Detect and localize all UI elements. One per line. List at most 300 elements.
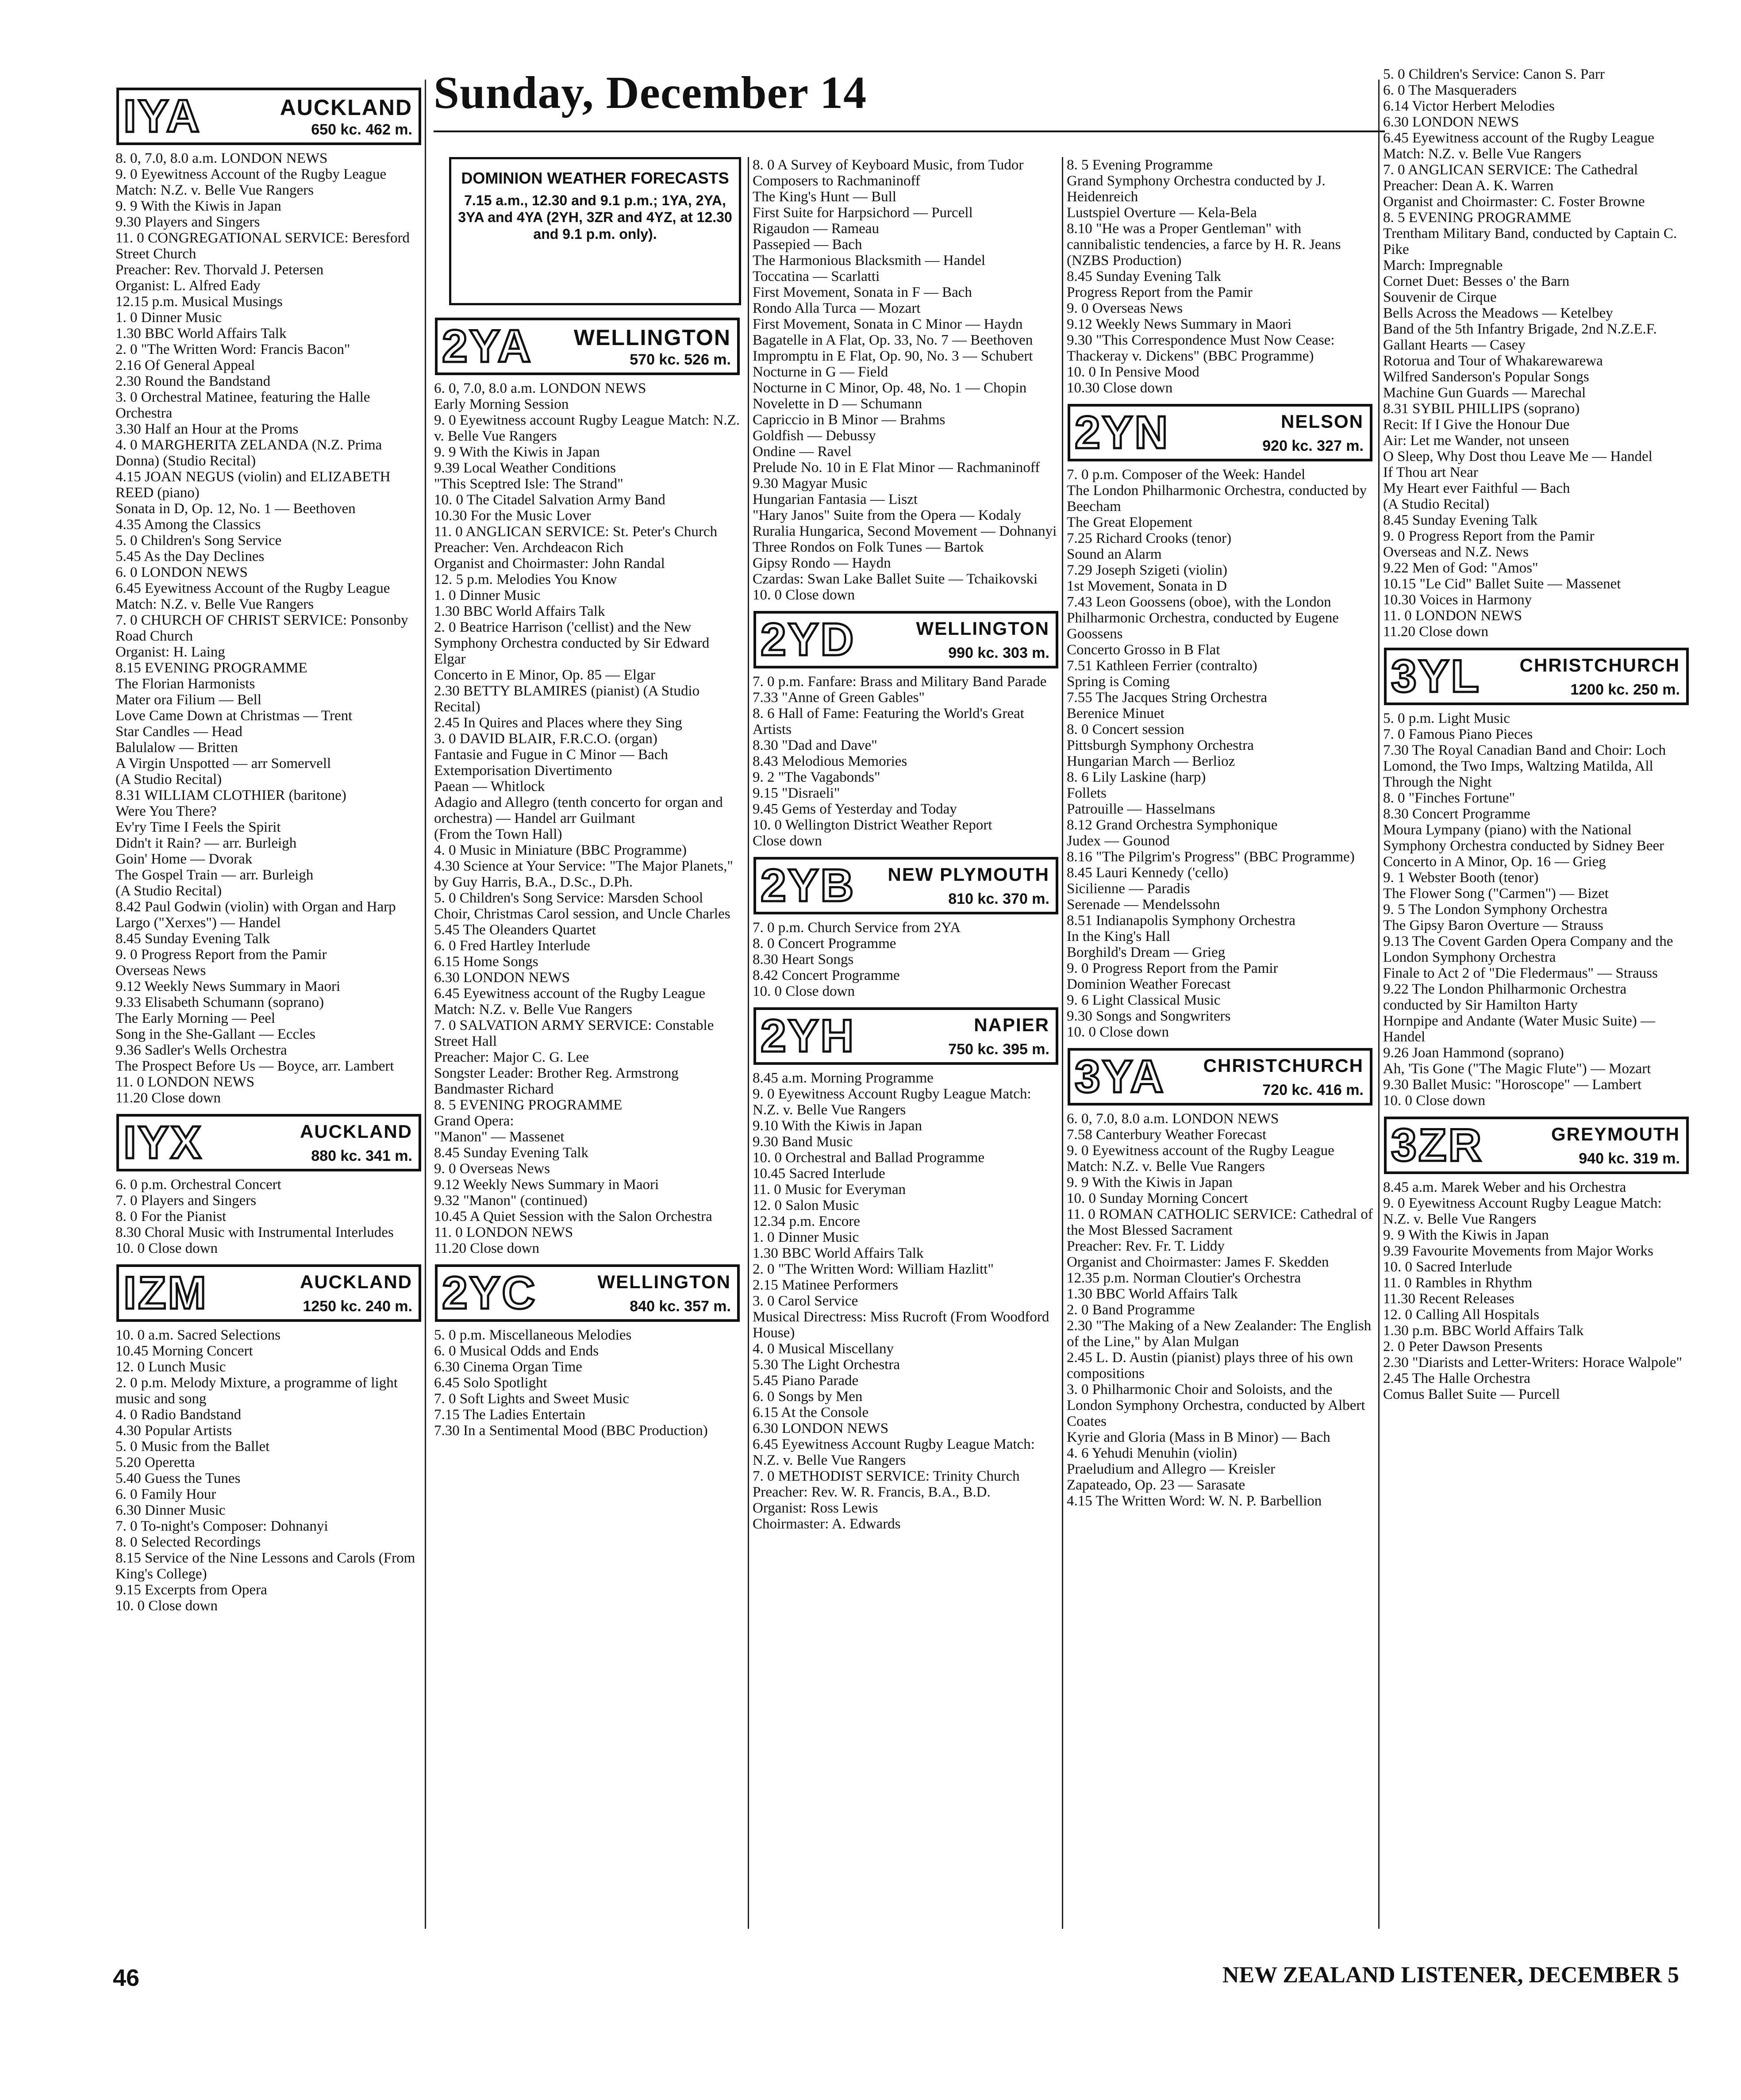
program-entry: 9.15 Excerpts from Opera [115, 1582, 267, 1598]
program-entry: 8. 0 Concert session [1067, 722, 1184, 737]
program-entry: 6. 0 Fred Hartley Interlude [434, 938, 590, 954]
program-entry: 10. 0 a.m. Sacred Selections [115, 1327, 281, 1343]
program-entry: 10. 0 Orchestral and Ballad Programme [753, 1150, 985, 1166]
program-entry: 11. 0 Rambles in Rhythm [1383, 1275, 1533, 1291]
program-entry: 9. 0 Eyewitness Account of the Rugby League Match: N.Z. v. Belle Vue Rangers [115, 166, 387, 198]
column-divider [1062, 157, 1063, 1929]
program-entry: 10. 0 In Pensive Mood [1067, 364, 1199, 380]
program-entry: 10.45 A Quiet Session with the Salon Orchestra [434, 1209, 712, 1225]
program-entry: 2.45 The Halle Orchestra [1383, 1371, 1530, 1386]
program-list [750, 157, 1062, 603]
program-entry: 8.45 a.m. Marek Weber and his Orchestra [1383, 1179, 1626, 1195]
program-entry: 8. 0 Concert Programme [753, 936, 896, 952]
column-divider [748, 157, 749, 1929]
program-entry: Close down [753, 833, 822, 849]
program-entry: Organist and Choirmaster: C. Foster Browne [1383, 194, 1645, 210]
program-entry: 6.15 At the Console [753, 1405, 869, 1420]
program-entry: 2. 0 Peter Dawson Presents [1383, 1339, 1543, 1355]
program-entry: 3. 0 DAVID BLAIR, F.R.C.O. (organ) [434, 731, 657, 747]
program-entry: 8.45 Sunday Evening Talk [434, 1145, 589, 1161]
program-entry: Band of the 5th Infantry Brigade, 2nd N.Z.E.F. [1383, 321, 1657, 337]
program-entry: 7.30 The Royal Canadian Band and Choir: Loch Lomond, the Two Imps, Waltzing Matilda, All Through the Night [1383, 742, 1666, 790]
station-call: 2YD [761, 614, 856, 665]
program-entry: 12. 5 p.m. Melodies You Know [434, 572, 617, 587]
program-entry: 8.45 Sunday Evening Talk [1383, 512, 1538, 528]
program-entry: 7. 0 METHODIST SERVICE: Trinity Church [753, 1468, 1020, 1484]
program-entry: 9.30 "This Correspondence Must Now Cease: Thackeray v. Dickens" (BBC Programme) [1067, 332, 1335, 364]
program-entry: 7.51 Kathleen Ferrier (contralto) [1067, 658, 1257, 674]
program-entry: If Thou art Near [1383, 465, 1478, 480]
column-3 [750, 157, 1062, 1532]
station-call: 2YC [442, 1267, 537, 1319]
program-entry: 9.36 Sadler's Wells Orchestra [115, 1042, 287, 1058]
program-entry: 12.35 p.m. Norman Cloutier's Orchestra [1067, 1270, 1301, 1286]
program-entry: 8. 0 "Finches Fortune" [1383, 790, 1515, 806]
program-entry: 10. 0 Sacred Interlude [1383, 1259, 1512, 1275]
program-entry: 2.30 "Diarists and Letter-Writers: Horace Walpole" [1383, 1355, 1682, 1371]
program-entry: Rotorua and Tour of Whakarewarewa [1383, 353, 1603, 369]
program-entry: Musical Directress: Miss Rucroft (From Woodford House) [753, 1309, 1049, 1341]
program-entry: Passepied — Bach [753, 237, 862, 253]
program-entry: 9.10 With the Kiwis in Japan [753, 1118, 922, 1134]
program-entry: 8. 0, 7.0, 8.0 a.m. LONDON NEWS [115, 150, 328, 166]
station-call: IYA [123, 91, 201, 142]
program-entry: 8.42 Concert Programme [753, 967, 900, 983]
program-entry: Bells Across the Meadows — Ketelbey [1383, 305, 1613, 321]
program-entry: 7. 0 p.m. Fanfare: Brass and Military Band Parade [753, 674, 1047, 690]
program-entry: 7. 0 p.m. Composer of the Week: Handel [1067, 467, 1306, 483]
program-entry: (A Studio Recital) [115, 883, 222, 899]
program-entry: Pittsburgh Symphony Orchestra [1067, 737, 1254, 753]
program-entry: March: Impregnable [1383, 257, 1503, 273]
station-city: AUCKLAND [300, 1121, 412, 1142]
program-entry: 7. 0 Players and Singers [115, 1193, 257, 1209]
program-entry: 10. 0 Close down [115, 1240, 218, 1256]
program-entry: Organist and Choirmaster: John Randal [434, 556, 665, 572]
program-entry: The Great Elopement [1067, 514, 1193, 530]
program-entry: 7. 0 Soft Lights and Sweet Music [434, 1391, 629, 1407]
program-entry: 6.45 Eyewitness account of the Rugby League Match: N.Z. v. Belle Vue Rangers [434, 986, 706, 1017]
program-list [1380, 710, 1692, 1109]
program-entry: 6.30 Dinner Music [115, 1502, 226, 1518]
program-entry: 5. 0 Children's Song Service [115, 533, 282, 549]
program-entry: Czardas: Swan Lake Ballet Suite — Tchaikovski [753, 571, 1038, 587]
program-entry: Preacher: Rev. W. R. Francis, B.A., B.D. [753, 1484, 991, 1500]
program-entry: 7.15 The Ladies Entertain [434, 1407, 586, 1423]
program-entry: Souvenir de Cirque [1383, 289, 1497, 305]
program-entry: 6. 0 Songs by Men [753, 1389, 863, 1405]
program-entry: 11.30 Recent Releases [1383, 1291, 1514, 1307]
program-entry: 12.15 p.m. Musical Musings [115, 294, 283, 310]
program-entry: 9.39 Favourite Movements from Major Works [1383, 1243, 1653, 1259]
program-entry: Fantasie and Fugue in C Minor — Bach [434, 747, 668, 763]
station-3ya [1068, 1048, 1372, 1106]
program-list [1064, 1111, 1376, 1509]
column-1 [113, 80, 425, 1614]
program-entry: 11.20 Close down [434, 1240, 540, 1256]
program-list [431, 1327, 743, 1439]
program-entry: (A Studio Recital) [115, 772, 222, 787]
program-list [750, 1070, 1062, 1532]
program-entry: 8.30 Choral Music with Instrumental Interludes [115, 1225, 394, 1240]
program-entry: 8. 6 Hall of Fame: Featuring the World's Great Artists [753, 706, 1024, 737]
station-city: NAPIER [974, 1014, 1049, 1035]
program-entry: Adagio and Allegro (tenth concerto for organ and orchestra) — Handel arr Guilmant [434, 795, 723, 826]
program-entry: 9.33 Elisabeth Schumann (soprano) [115, 994, 324, 1010]
program-entry: Follets [1067, 785, 1107, 801]
program-entry: 5.45 As the Day Declines [115, 549, 265, 564]
station-1ya [116, 88, 421, 145]
program-entry: Sonata in D, Op. 12, No. 1 — Beethoven [115, 501, 356, 517]
program-entry: 1. 0 Dinner Music [753, 1229, 859, 1245]
program-entry: Ruralia Hungarica, Second Movement — Dohnanyi [753, 523, 1057, 539]
program-entry: 3. 0 Orchestral Matinee, featuring the Halle Orchestra [115, 389, 370, 421]
program-entry: 7.29 Joseph Szigeti (violin) [1067, 562, 1227, 578]
program-entry: "Hary Janos" Suite from the Opera — Kodaly [753, 507, 1022, 523]
program-entry: First Movement, Sonata in C Minor — Haydn [753, 316, 1023, 332]
program-entry: 5. 0 Children's Service: Canon S. Parr [1383, 66, 1605, 82]
program-entry: 9.45 Gems of Yesterday and Today [753, 801, 957, 817]
program-entry: 10. 0 Close down [1383, 1093, 1485, 1109]
station-2yh [753, 1007, 1058, 1065]
program-entry: 10.15 "Le Cid" Ballet Suite — Massenet [1383, 576, 1621, 592]
program-entry: 8.12 Grand Orchestra Symphonique [1067, 817, 1278, 833]
program-entry: 9. 0 Eyewitness Account Rugby League Match: N.Z. v. Belle Vue Rangers [753, 1086, 1031, 1118]
program-entry: The Flower Song ("Carmen") — Bizet [1383, 886, 1609, 902]
program-entry: Extemporisation Divertimento [434, 763, 612, 779]
program-entry: Moura Lympany (piano) with the National Symphony Orchestra conducted by Sidney Beer [1383, 822, 1664, 854]
program-entry: Air: Let me Wander, not unseen [1383, 433, 1569, 449]
program-entry: 6.30 LONDON NEWS [434, 970, 570, 986]
weather-body: 7.15 a.m., 12.30 and 9.1 p.m.; 1YA, 2YA, 3YA and 4YA (2YH, 3ZR and 4YZ, at 12.30 and 9.1 p.m. only). [458, 192, 732, 242]
program-entry: (From the Town Hall) [434, 826, 562, 842]
program-entry: 1.30 BBC World Affairs Talk [434, 603, 605, 619]
program-entry: Ondine — Ravel [753, 444, 852, 460]
program-entry: 10.30 For the Music Lover [434, 508, 591, 524]
program-entry: 9. 9 With the Kiwis in Japan [1067, 1175, 1233, 1190]
station-call: 3ZR [1391, 1120, 1484, 1171]
program-entry: 12. 0 Salon Music [753, 1198, 859, 1213]
station-2yb [753, 857, 1058, 914]
program-entry: Preacher: Rev. Thorvald J. Petersen [115, 262, 324, 278]
program-entry: Capriccio in B Minor — Brahms [753, 412, 945, 428]
program-entry: 9.12 Weekly News Summary in Maori [115, 979, 341, 994]
program-entry: 8.30 Heart Songs [753, 952, 854, 967]
program-entry: 2. 0 "The Written Word: William Hazlitt" [753, 1261, 994, 1277]
program-entry: Organist and Choirmaster: James F. Skedden [1067, 1254, 1329, 1270]
program-entry: Overseas and N.Z. News [1383, 544, 1529, 560]
program-entry: 2.45 In Quires and Places where they Sing [434, 715, 682, 731]
program-entry: 5. 0 Music from the Ballet [115, 1439, 270, 1455]
program-entry: 1. 0 Dinner Music [434, 587, 541, 603]
program-entry: 7. 0 Famous Piano Pieces [1383, 726, 1533, 742]
program-entry: 9.30 Magyar Music [753, 476, 868, 491]
station-frequency: 990 kc. 303 m. [948, 645, 1049, 661]
program-entry: Concerto in E Minor, Op. 85 — Elgar [434, 667, 656, 683]
program-entry: Organist: L. Alfred Eady [115, 278, 261, 294]
station-frequency: 810 kc. 370 m. [948, 891, 1049, 907]
program-entry: Choirmaster: A. Edwards [753, 1516, 901, 1532]
program-entry: Love Came Down at Christmas — Trent [115, 708, 353, 724]
program-entry: 11.20 Close down [1383, 624, 1489, 640]
program-entry: Berenice Minuet [1067, 706, 1165, 722]
program-entry: Grand Symphony Orchestra conducted by J. Heidenreich [1067, 173, 1326, 205]
station-city: CHRISTCHURCH [1203, 1055, 1364, 1076]
program-entry: Cornet Duet: Besses o' the Barn [1383, 273, 1570, 289]
program-entry: 9.30 Band Music [753, 1134, 853, 1150]
program-list [113, 1177, 425, 1256]
program-entry: 4. 0 Musical Miscellany [753, 1341, 894, 1357]
program-entry: 2.30 BETTY BLAMIRES (pianist) (A Studio Recital) [434, 683, 700, 715]
program-entry: 9.22 Men of God: "Amos" [1383, 560, 1538, 576]
program-entry: Serenade — Mendelssohn [1067, 897, 1220, 913]
program-entry: 11. 0 LONDON NEWS [115, 1074, 255, 1090]
station-city: NELSON [1280, 411, 1364, 432]
column-divider [425, 80, 426, 1929]
program-entry: Machine Gun Guards — Marechal [1383, 385, 1586, 401]
program-entry: 4. 0 Radio Bandstand [115, 1407, 242, 1423]
program-entry: 2.16 Of General Appeal [115, 357, 255, 373]
program-entry: 7. 0 SALVATION ARMY SERVICE: Constable Street Hall [434, 1017, 714, 1049]
program-entry: 9.12 Weekly News Summary in Maori [434, 1177, 659, 1193]
station-2yn [1068, 404, 1372, 461]
program-entry: 8. 5 Evening Programme [1067, 157, 1213, 173]
program-entry: Three Rondos on Folk Tunes — Bartok [753, 539, 984, 555]
program-entry: Progress Report from the Pamir [1067, 284, 1253, 300]
program-entry: 9.12 Weekly News Summary in Maori [1067, 316, 1292, 332]
program-entry: 5.40 Guess the Tunes [115, 1470, 241, 1486]
program-entry: 4.30 Popular Artists [115, 1423, 232, 1439]
column-5 [1380, 66, 1692, 1402]
program-entry: Bandmaster Richard [434, 1081, 554, 1097]
program-entry: 2. 0 Band Programme [1067, 1302, 1195, 1318]
program-entry: The London Philharmonic Orchestra, conducted by Beecham [1067, 483, 1367, 514]
program-entry: 7. 0 To-night's Composer: Dohnanyi [115, 1518, 328, 1534]
program-entry: Sound an Alarm [1067, 546, 1162, 562]
program-entry: Concerto in A Minor, Op. 16 — Grieg [1383, 854, 1606, 870]
program-entry: 3. 0 Philharmonic Choir and Soloists, and the London Symphony Orchestra, conducted by Albert Coates [1067, 1382, 1365, 1429]
station-frequency: 750 kc. 395 m. [948, 1041, 1049, 1058]
program-entry: 4.30 Science at Your Service: "The Major Planets," by Guy Harris, B.A., D.Sc., D.Ph. [434, 858, 733, 890]
program-entry: 7. 0 p.m. Church Service from 2YA [753, 920, 961, 936]
program-entry: 8. 0 A Survey of Keyboard Music, from Tudor Composers to Rachmaninoff [753, 157, 1024, 189]
program-entry: Hornpipe and Andante (Water Music Suite) — Handel [1383, 1013, 1656, 1045]
program-entry: 11.20 Close down [115, 1090, 221, 1106]
program-entry: 8.31 WILLIAM CLOTHIER (baritone) [115, 787, 346, 803]
station-3zr [1384, 1117, 1689, 1174]
program-entry: 6.45 Eyewitness account of the Rugby League Match: N.Z. v. Belle Vue Rangers [1383, 130, 1655, 162]
program-entry: Praeludium and Allegro — Kreisler [1067, 1461, 1276, 1477]
program-entry: Nocturne in G — Field [753, 364, 888, 380]
station-call: 2YN [1075, 407, 1170, 458]
program-entry: 10.45 Sacred Interlude [753, 1166, 885, 1182]
program-entry: 10. 0 The Citadel Salvation Army Band [434, 492, 665, 508]
program-entry: Recit: If I Give the Honour Due [1383, 417, 1570, 433]
program-entry: 6. 0 LONDON NEWS [115, 564, 248, 580]
program-entry: 9.30 Players and Singers [115, 214, 260, 230]
page-title: Sunday, December 14 [434, 67, 867, 118]
program-entry: 1. 0 Dinner Music [115, 310, 222, 326]
program-entry: 9. 9 With the Kiwis in Japan [115, 198, 281, 214]
station-call: 2YB [761, 860, 856, 911]
program-entry: 9.26 Joan Hammond (soprano) [1383, 1045, 1564, 1061]
program-entry: 7. 0 ANGLICAN SERVICE: The Cathedral [1383, 162, 1638, 178]
program-entry: Bagatelle in A Flat, Op. 33, No. 7 — Beethoven [753, 332, 1033, 348]
program-entry: 6. 0 Family Hour [115, 1486, 216, 1502]
program-entry: 9. 9 With the Kiwis in Japan [434, 444, 600, 460]
station-call: 3YA [1075, 1051, 1165, 1102]
program-entry: O Sleep, Why Dost thou Leave Me — Handel [1383, 449, 1653, 465]
program-entry: My Heart ever Faithful — Bach [1383, 480, 1570, 496]
program-entry: 2.30 Round the Bandstand [115, 373, 271, 389]
program-entry: 8. 6 Lily Laskine (harp) [1067, 769, 1206, 785]
program-entry: Prelude No. 10 in E Flat Minor — Rachmaninoff [753, 460, 1040, 476]
program-entry: 5.20 Operetta [115, 1455, 195, 1470]
program-list [750, 920, 1062, 999]
program-entry: Novelette in D — Schumann [753, 396, 922, 412]
program-entry: First Movement, Sonata in F — Bach [753, 284, 972, 300]
program-entry: 9. 0 Eyewitness Account Rugby League Match: N.Z. v. Belle Vue Rangers [1383, 1195, 1662, 1227]
program-entry: 5.30 The Light Orchestra [753, 1357, 900, 1373]
program-entry: 11. 0 Music for Everyman [753, 1182, 906, 1198]
program-entry: (A Studio Recital) [1383, 496, 1490, 512]
program-entry: Preacher: Ven. Archdeacon Rich [434, 540, 624, 556]
program-entry: Rondo Alla Turca — Mozart [753, 300, 921, 316]
program-entry: Rigaudon — Rameau [753, 221, 879, 237]
station-city: WELLINGTON [916, 618, 1049, 639]
program-entry: 10. 0 Close down [115, 1598, 218, 1614]
program-entry: 10. 0 Wellington District Weather Report [753, 817, 992, 833]
program-list [113, 150, 425, 1106]
program-entry: Songster Leader: Brother Reg. Armstrong [434, 1065, 679, 1081]
program-entry: Were You There? [115, 803, 217, 819]
program-entry: 9. 0 Eyewitness account of the Rugby League Match: N.Z. v. Belle Vue Rangers [1067, 1143, 1334, 1175]
program-entry: Trentham Military Band, conducted by Captain C. Pike [1383, 226, 1677, 257]
program-entry: 6.45 Eyewitness Account of the Rugby League Match: N.Z. v. Belle Vue Rangers [115, 580, 390, 612]
program-entry: 9. 0 Eyewitness account Rugby League Match: N.Z. v. Belle Vue Rangers [434, 412, 740, 444]
program-entry: Preacher: Major C. G. Lee [434, 1049, 589, 1065]
program-entry: 8.30 Concert Programme [1383, 806, 1530, 822]
program-entry: The Gipsy Baron Overture — Strauss [1383, 918, 1603, 933]
program-entry: Goldfish — Debussy [753, 428, 876, 444]
program-entry: 9.32 "Manon" (continued) [434, 1193, 588, 1209]
station-city: GREYMOUTH [1551, 1124, 1680, 1144]
page-number: 46 [113, 1965, 140, 1991]
program-list [1380, 1179, 1692, 1402]
program-entry: 2.45 L. D. Austin (pianist) plays three of his own compositions [1067, 1350, 1353, 1382]
program-entry: 9. 0 Progress Report from the Pamir [115, 947, 327, 963]
program-entry: 9.30 Ballet Music: "Horoscope" — Lambert [1383, 1077, 1642, 1093]
station-frequency: 1250 kc. 240 m. [303, 1298, 412, 1315]
program-entry: 4. 0 MARGHERITA ZELANDA (N.Z. Prima Donna) (Studio Recital) [115, 437, 382, 469]
program-entry: 12. 0 Lunch Music [115, 1359, 226, 1375]
program-entry: Star Candles — Head [115, 724, 242, 740]
program-entry: 2.30 "The Making of a New Zealander: The English of the Line," by Alan Mulgan [1067, 1318, 1372, 1350]
program-list [113, 1327, 425, 1614]
station-city: CHRISTCHURCH [1519, 655, 1680, 676]
program-entry: 9. 0 Overseas News [434, 1161, 550, 1177]
program-entry: 6.15 Home Songs [434, 954, 538, 970]
program-entry: The Harmonious Blacksmith — Handel [753, 253, 986, 269]
program-entry: 6. 0 p.m. Orchestral Concert [115, 1177, 281, 1193]
program-entry: Wilfred Sanderson's Popular Songs [1383, 369, 1589, 385]
program-entry: 1.30 BBC World Affairs Talk [1067, 1286, 1238, 1302]
program-entry: 8.30 "Dad and Dave" [753, 737, 877, 753]
program-entry: 2. 0 p.m. Melody Mixture, a programme of light music and song [115, 1375, 398, 1407]
station-frequency: 1200 kc. 250 m. [1570, 681, 1680, 698]
program-entry: 4. 0 Music in Miniature (BBC Programme) [434, 842, 687, 858]
program-list [750, 674, 1062, 849]
program-entry: Concerto Grosso in B Flat [1067, 642, 1220, 658]
station-frequency: 880 kc. 341 m. [311, 1148, 412, 1164]
program-entry: The Early Morning — Peel [115, 1010, 276, 1026]
program-entry: Preacher: Rev. Fr. T. Liddy [1067, 1238, 1225, 1254]
program-list [1064, 467, 1376, 1040]
program-entry: Hungarian Fantasia — Liszt [753, 491, 918, 507]
station-3yl [1384, 648, 1689, 705]
station-call: IZM [123, 1267, 208, 1319]
program-entry: Dominion Weather Forecast [1067, 976, 1231, 992]
station-frequency: 920 kc. 327 m. [1262, 438, 1364, 454]
station-frequency: 720 kc. 416 m. [1262, 1082, 1364, 1098]
program-entry: 7. 0 CHURCH OF CHRIST SERVICE: Ponsonby Road Church [115, 612, 408, 644]
program-entry: Zapateado, Op. 23 — Sarasate [1067, 1477, 1245, 1493]
program-entry: Lustspiel Overture — Kela-Bela [1067, 205, 1257, 221]
program-entry: Patrouille — Hasselmans [1067, 801, 1215, 817]
program-entry: "Manon" — Massenet [434, 1129, 565, 1145]
program-entry: 5. 0 Children's Song Service: Marsden School Choir, Christmas Carol session, and Uncle Charles [434, 890, 730, 922]
program-entry: 7.43 Leon Goossens (oboe), with the London Philharmonic Orchestra, conducted by Eugene Goossens [1067, 594, 1339, 642]
program-entry: Impromptu in E Flat, Op. 90, No. 3 — Schubert [753, 348, 1033, 364]
station-1zm [116, 1264, 421, 1322]
publication-footer: NEW ZEALAND LISTENER, DECEMBER 5 [1222, 1962, 1679, 1988]
station-city: NEW PLYMOUTH [888, 864, 1049, 885]
program-entry: 11. 0 LONDON NEWS [1383, 608, 1522, 624]
program-entry: 11. 0 CONGREGATIONAL SERVICE: Beresford Street Church [115, 230, 410, 262]
program-entry: 11. 0 LONDON NEWS [434, 1225, 573, 1240]
program-entry: 6.30 LONDON NEWS [753, 1420, 889, 1436]
program-entry: Ah, 'Tis Gone ("The Magic Flute") — Mozart [1383, 1061, 1651, 1077]
program-entry: 2. 0 Beatrice Harrison ('cellist) and the New Symphony Orchestra conducted by Sir Edward Elgar [434, 619, 710, 667]
program-entry: Nocturne in C Minor, Op. 48, No. 1 — Chopin [753, 380, 1027, 396]
station-call: 3YL [1391, 651, 1481, 702]
program-entry: A Virgin Unspotted — arr Somervell [115, 756, 331, 772]
program-entry: 7.33 "Anne of Green Gables" [753, 690, 925, 706]
column-divider [1378, 80, 1380, 1929]
program-entry: 9.22 The London Philharmonic Orchestra conducted by Sir Hamilton Harty [1383, 981, 1627, 1013]
program-entry: Paean — Whitlock [434, 779, 545, 795]
program-entry: 9. 2 "The Vagabonds" [753, 769, 880, 785]
program-entry: 7.30 In a Sentimental Mood (BBC Production) [434, 1423, 708, 1439]
program-entry: Grand Opera: [434, 1113, 514, 1129]
program-entry: 7.58 Canterbury Weather Forecast [1067, 1127, 1267, 1143]
program-entry: 5.45 The Oleanders Quartet [434, 922, 596, 938]
program-entry: 6.45 Solo Spotlight [434, 1375, 547, 1391]
station-frequency: 940 kc. 319 m. [1579, 1150, 1680, 1167]
program-entry: "This Sceptred Isle: The Strand" [434, 476, 623, 492]
program-entry: 1st Movement, Sonata in D [1067, 578, 1227, 594]
program-entry: 2. 0 "The Written Word: Francis Bacon" [115, 342, 350, 357]
program-entry: 10. 0 Close down [1067, 1024, 1169, 1040]
program-entry: 8.43 Melodious Memories [753, 753, 907, 769]
program-entry: 8.31 SYBIL PHILLIPS (soprano) [1383, 401, 1580, 417]
program-entry: 9. 6 Light Classical Music [1067, 992, 1221, 1008]
program-entry: 9.39 Local Weather Conditions [434, 460, 616, 476]
program-entry: 10. 0 Close down [753, 983, 855, 999]
program-list [1064, 157, 1376, 396]
program-entry: 10. 0 Sunday Morning Concert [1067, 1190, 1248, 1206]
program-entry: Gallant Hearts — Casey [1383, 337, 1526, 353]
